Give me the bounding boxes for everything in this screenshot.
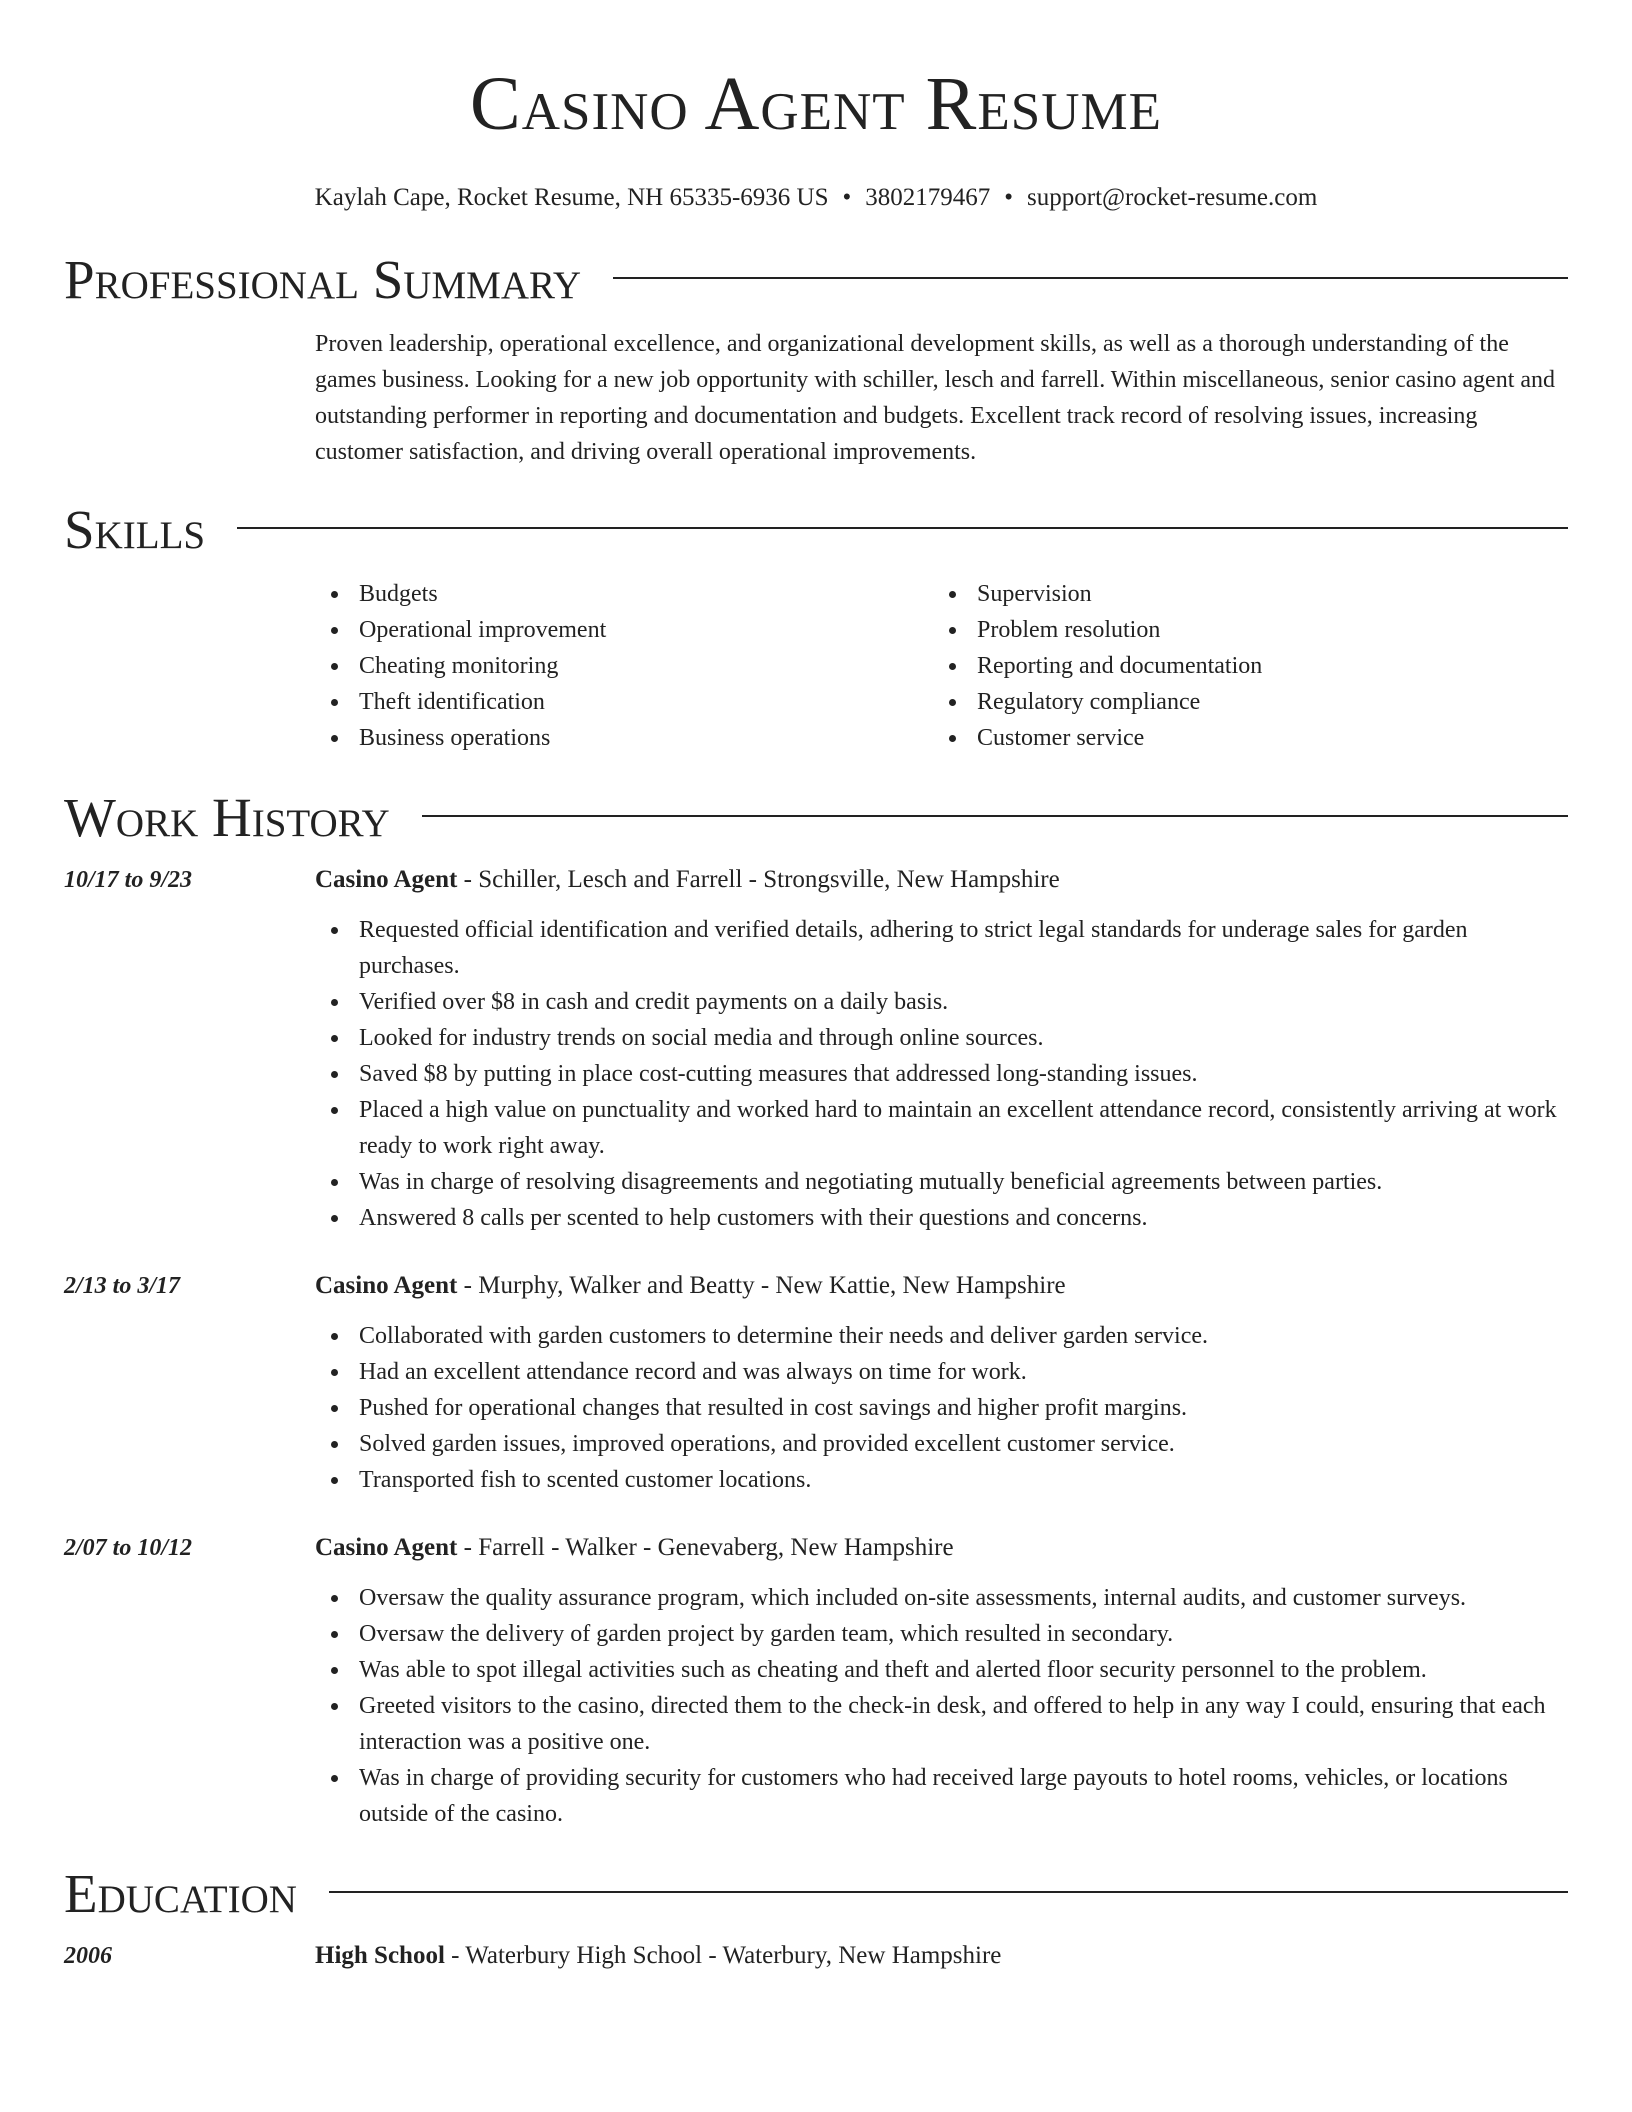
contact-separator: • [1004, 184, 1014, 211]
summary-heading: Professional Summary [64, 249, 582, 310]
job-bullet: Saved $8 by putting in place cost-cutting measures that addressed long-standing issues. [315, 1056, 1568, 1092]
skill-item: Cheating monitoring [315, 648, 933, 684]
job-header [64, 862, 1568, 898]
job-bullet: Had an excellent attendance record and was always on time for work. [315, 1354, 1568, 1390]
job-bullets [315, 1580, 1568, 1832]
work-section-header [64, 786, 1568, 850]
education-degree: High School [315, 1942, 445, 1969]
job-bullet: Transported fish to scented customer locations. [315, 1462, 1568, 1498]
education-section-header [64, 1862, 1568, 1926]
job-bullet: Looked for industry trends on social media and through online sources. [315, 1020, 1568, 1056]
contact-line [64, 182, 1568, 214]
contact-address: Kaylah Cape, Rocket Resume, NH 65335-6936 US [314, 184, 829, 211]
summary-section-header [64, 248, 1568, 312]
skills-section-header [64, 498, 1568, 562]
job-header [64, 1530, 1568, 1566]
skill-item: Problem resolution [933, 612, 1551, 648]
job-entry [64, 1530, 1568, 1832]
education-year: 2006 [64, 1943, 112, 1969]
job-bullets [315, 912, 1568, 1236]
skill-item: Reporting and documentation [933, 648, 1551, 684]
job-employer: - Farrell - Walker - Genevaberg, New Hampshire [457, 1534, 954, 1561]
skill-item: Customer service [933, 720, 1551, 756]
job-bullet: Collaborated with garden customers to determine their needs and deliver garden service. [315, 1318, 1568, 1354]
job-bullet: Was in charge of resolving disagreements and negotiating mutually beneficial agreements between parties. [315, 1164, 1568, 1200]
contact-phone: 3802179467 [865, 184, 991, 211]
skills-column-right [933, 576, 1551, 756]
skill-item: Budgets [315, 576, 933, 612]
skill-item: Operational improvement [315, 612, 933, 648]
skills-list [315, 576, 1568, 756]
job-entry [64, 862, 1568, 1236]
job-bullet: Placed a high value on punctuality and worked hard to maintain an excellent attendance record, consistently arriving at work ready to work right away. [315, 1092, 1568, 1164]
job-bullet: Verified over $8 in cash and credit payments on a daily basis. [315, 984, 1568, 1020]
job-bullet: Oversaw the delivery of garden project by garden team, which resulted in secondary. [315, 1616, 1568, 1652]
job-bullet: Oversaw the quality assurance program, which included on-site assessments, internal audits, and customer surveys. [315, 1580, 1568, 1616]
section-divider [422, 815, 1568, 817]
job-bullets [315, 1318, 1568, 1498]
job-title: Casino Agent [315, 866, 458, 893]
resume-title: Casino Agent Resume [470, 62, 1162, 146]
section-divider [329, 1891, 1568, 1893]
job-employer: - Schiller, Lesch and Farrell - Strongsville, New Hampshire [457, 866, 1060, 893]
skill-item: Regulatory compliance [933, 684, 1551, 720]
education-heading: Education [64, 1863, 297, 1924]
job-bullet: Requested official identification and verified details, adhering to strict legal standards for underage sales for garden purchases. [315, 912, 1568, 984]
job-title: Casino Agent [315, 1534, 458, 1561]
education-school: - Waterbury High School - Waterbury, New Hampshire [444, 1942, 1002, 1969]
job-bullet: Was in charge of providing security for customers who had received large payouts to hotel rooms, vehicles, or locations outside of the casino. [315, 1760, 1568, 1832]
education-entry [64, 1938, 1568, 1974]
skills-heading: Skills [64, 499, 206, 560]
job-bullet: Pushed for operational changes that resulted in cost savings and higher profit margins. [315, 1390, 1568, 1426]
job-bullet: Was able to spot illegal activities such as cheating and theft and alerted floor security personnel to the problem. [315, 1652, 1568, 1688]
job-title: Casino Agent [315, 1272, 458, 1299]
contact-separator: • [842, 184, 852, 211]
job-dates: 2/13 to 3/17 [64, 1273, 181, 1299]
section-divider [613, 277, 1568, 279]
skill-item: Theft identification [315, 684, 933, 720]
work-heading: Work History [64, 787, 390, 848]
skills-column-left [315, 576, 933, 756]
job-header [64, 1268, 1568, 1304]
skill-item: Business operations [315, 720, 933, 756]
job-bullet: Solved garden issues, improved operations, and provided excellent customer service. [315, 1426, 1568, 1462]
job-dates: 10/17 to 9/23 [64, 867, 193, 893]
job-bullet: Greeted visitors to the casino, directed them to the check-in desk, and offered to help in any way I could, ensuring that each interaction was a positive one. [315, 1688, 1568, 1760]
job-dates: 2/07 to 10/12 [64, 1535, 193, 1561]
contact-email[interactable]: support@rocket-resume.com [1027, 184, 1318, 211]
summary-text: Proven leadership, operational excellence, and organizational development skills, as well as a thorough understanding of the games business. Looking for a new job opportunity with schiller, lesch and farrell. Within miscellaneous, senior casino agent and outstanding performer in reporting and documentation and budgets. Excellent track record of resolving issues, increasing customer satisfaction, and driving overall operational improvements. [315, 331, 1556, 465]
job-entry [64, 1268, 1568, 1498]
job-bullet: Answered 8 calls per scented to help customers with their questions and concerns. [315, 1200, 1568, 1236]
job-employer: - Murphy, Walker and Beatty - New Kattie, New Hampshire [457, 1272, 1066, 1299]
section-divider [237, 527, 1568, 529]
skill-item: Supervision [933, 576, 1551, 612]
